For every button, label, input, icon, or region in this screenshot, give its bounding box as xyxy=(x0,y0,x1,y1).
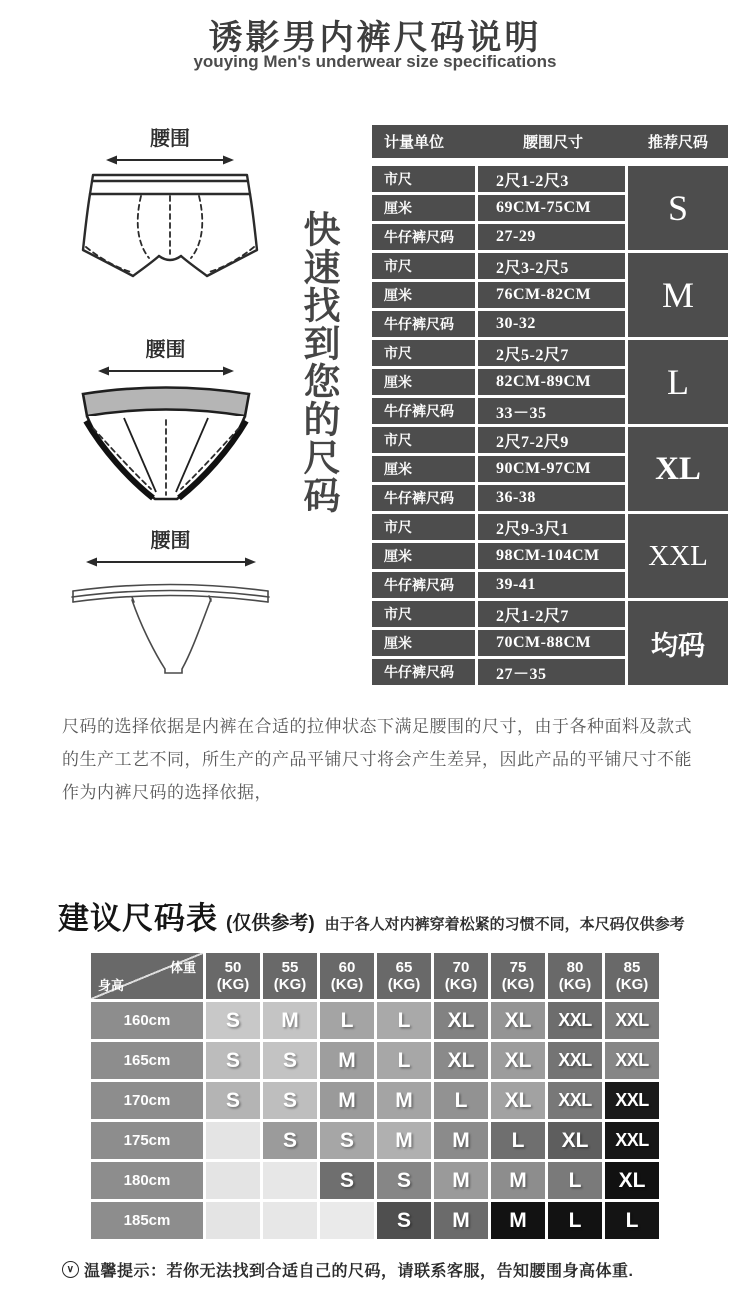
waist-value: 39-41 xyxy=(478,572,625,598)
size-cell: XXL xyxy=(548,1082,602,1119)
waist-value: 2尺9-3尺1 xyxy=(478,514,625,540)
size-cell: XL xyxy=(548,1122,602,1159)
suggestion-desc: 由于各人对内裤穿着松紧的习惯不同，本尺码仅供参考 xyxy=(324,916,685,933)
weight-value: 70 xyxy=(452,958,470,976)
recommended-size: XL xyxy=(628,427,728,511)
weight-unit: (KG) xyxy=(558,976,592,993)
size-cell: XXL xyxy=(548,1002,602,1039)
size-cell: S xyxy=(263,1122,317,1159)
height-row-header: 185cm xyxy=(91,1202,203,1239)
unit-label: 厘米 xyxy=(372,630,475,656)
matrix-corner-cell xyxy=(91,953,203,999)
size-cell: XL xyxy=(605,1162,659,1199)
weight-col-header xyxy=(263,953,317,999)
footer-note-text: 温馨提示：若你无法找到合适自己的尺码，请联系客服，告知腰围身高体重. xyxy=(84,1263,634,1280)
size-cell: L xyxy=(605,1202,659,1239)
suggestion-heading-row xyxy=(58,893,718,938)
size-cell: L xyxy=(491,1122,545,1159)
weight-value: 65 xyxy=(395,958,413,976)
size-cell: L xyxy=(548,1202,602,1239)
chevron-down-circle-icon: ∨ xyxy=(62,1261,79,1278)
matrix-header-row xyxy=(91,953,659,999)
unit-label: 厘米 xyxy=(372,456,475,482)
size-cell: L xyxy=(377,1002,431,1039)
unit-label: 厘米 xyxy=(372,195,475,221)
weight-value: 85 xyxy=(623,958,641,976)
size-cell: M xyxy=(434,1202,488,1239)
recommended-size: L xyxy=(628,340,728,424)
size-cell: L xyxy=(434,1082,488,1119)
waist-value: 69CM-75CM xyxy=(478,195,625,221)
waist-label: 腰围 xyxy=(150,530,191,552)
weight-col-header xyxy=(320,953,374,999)
size-group-XXL xyxy=(372,514,728,598)
waist-value: 82CM-89CM xyxy=(478,369,625,395)
unit-label: 市尺 xyxy=(372,340,475,366)
height-row-header: 165cm xyxy=(91,1042,203,1079)
waist-value: 27－35 xyxy=(478,659,625,685)
page-title: 诱影男内裤尺码说明 xyxy=(208,19,542,57)
matrix-row xyxy=(91,1042,659,1079)
size-group-XL xyxy=(372,427,728,511)
unit-label: 市尺 xyxy=(372,601,475,627)
col-header-unit: 计量单位 xyxy=(384,134,445,151)
empty-cell xyxy=(320,1202,374,1239)
matrix-row xyxy=(91,1082,659,1119)
waist-label: 腰围 xyxy=(145,339,186,361)
size-cell: M xyxy=(320,1042,374,1079)
waist-value: 36-38 xyxy=(478,485,625,511)
waist-label: 腰围 xyxy=(150,128,190,150)
recommended-size: S xyxy=(628,166,728,250)
unit-label: 厘米 xyxy=(372,543,475,569)
size-cell: M xyxy=(434,1122,488,1159)
size-cell: L xyxy=(377,1042,431,1079)
empty-cell xyxy=(206,1122,260,1159)
size-cell: XL xyxy=(491,1082,545,1119)
size-cell: XL xyxy=(434,1002,488,1039)
waist-value: 98CM-104CM xyxy=(478,543,625,569)
size-cell: L xyxy=(320,1002,374,1039)
matrix-row xyxy=(91,1202,659,1239)
page-subtitle: youying Men's underwear size specifications xyxy=(193,52,557,71)
boxer-briefs-drawing xyxy=(81,167,259,297)
weight-col-header xyxy=(206,953,260,999)
empty-cell xyxy=(263,1162,317,1199)
size-spec-table xyxy=(372,125,728,688)
weight-unit: (KG) xyxy=(501,976,535,993)
weight-value: 75 xyxy=(509,958,527,976)
matrix-body xyxy=(91,1002,659,1239)
size-cell: XL xyxy=(491,1002,545,1039)
size-cell: XXL xyxy=(548,1042,602,1079)
unit-label: 厘米 xyxy=(372,369,475,395)
weight-col-header xyxy=(491,953,545,999)
size-cell: XXL xyxy=(605,1002,659,1039)
size-group-M xyxy=(372,253,728,337)
size-spec-table-header xyxy=(372,125,728,158)
unit-label: 市尺 xyxy=(372,253,475,279)
unit-label: 牛仔裤尺码 xyxy=(372,572,475,598)
size-cell: S xyxy=(320,1162,374,1199)
size-cell: M xyxy=(263,1002,317,1039)
weight-unit: (KG) xyxy=(387,976,421,993)
matrix-row xyxy=(91,1122,659,1159)
size-cell: M xyxy=(377,1082,431,1119)
waist-arrow-icon xyxy=(106,153,234,167)
matrix-row xyxy=(91,1162,659,1199)
waist-value: 76CM-82CM xyxy=(478,282,625,308)
size-group-S xyxy=(372,166,728,250)
waist-arrow-icon xyxy=(98,364,234,378)
weight-col-header xyxy=(377,953,431,999)
corner-height-label: 身高 xyxy=(98,978,125,993)
suggestion-note: (仅供参考) xyxy=(226,913,315,934)
size-cell: M xyxy=(377,1122,431,1159)
unit-label: 厘米 xyxy=(372,282,475,308)
briefs-drawing xyxy=(71,378,261,510)
weight-unit: (KG) xyxy=(330,976,364,993)
unit-label: 牛仔裤尺码 xyxy=(372,398,475,424)
size-cell: XL xyxy=(434,1042,488,1079)
size-cell: S xyxy=(206,1042,260,1079)
height-row-header: 160cm xyxy=(91,1002,203,1039)
recommended-size: M xyxy=(628,253,728,337)
recommended-size: XXL xyxy=(628,514,728,598)
size-table-body xyxy=(372,166,728,685)
corner-weight-label: 体重 xyxy=(169,960,196,975)
size-cell: S xyxy=(206,1082,260,1119)
unit-label: 市尺 xyxy=(372,514,475,540)
slogan-vertical-text: 快速找到您的尺码 xyxy=(297,210,338,514)
size-cell: L xyxy=(548,1162,602,1199)
size-cell: M xyxy=(320,1082,374,1119)
size-cell: S xyxy=(320,1122,374,1159)
waist-value: 90CM-97CM xyxy=(478,456,625,482)
empty-cell xyxy=(206,1162,260,1199)
size-cell: XXL xyxy=(605,1082,659,1119)
size-cell: XXL xyxy=(605,1122,659,1159)
size-cell: S xyxy=(206,1002,260,1039)
empty-cell xyxy=(263,1202,317,1239)
size-cell: M xyxy=(491,1202,545,1239)
diagram-boxer-briefs xyxy=(75,122,265,297)
size-cell: S xyxy=(377,1162,431,1199)
waist-value: 30-32 xyxy=(478,311,625,337)
weight-col-header xyxy=(605,953,659,999)
size-cell: M xyxy=(434,1162,488,1199)
weight-unit: (KG) xyxy=(216,976,250,993)
recommended-size: 均码 xyxy=(628,601,728,685)
size-cell: M xyxy=(491,1162,545,1199)
unit-label: 市尺 xyxy=(372,166,475,192)
unit-label: 牛仔裤尺码 xyxy=(372,659,475,685)
size-cell: S xyxy=(263,1082,317,1119)
diagram-thong xyxy=(68,524,273,691)
col-header-size: 推荐尺码 xyxy=(647,134,708,151)
suggestion-size-matrix xyxy=(88,950,662,1242)
height-row-header: 180cm xyxy=(91,1162,203,1199)
matrix-row xyxy=(91,1002,659,1039)
unit-label: 市尺 xyxy=(372,427,475,453)
weight-unit: (KG) xyxy=(444,976,478,993)
weight-unit: (KG) xyxy=(273,976,307,993)
suggestion-title: 建议尺码表 xyxy=(58,901,218,936)
waist-value: 2尺1-2尺7 xyxy=(478,601,625,627)
waist-value: 2尺7-2尺9 xyxy=(478,427,625,453)
unit-label: 牛仔裤尺码 xyxy=(372,311,475,337)
footer-note xyxy=(62,1258,633,1281)
size-cell: S xyxy=(377,1202,431,1239)
waist-value: 27-29 xyxy=(478,224,625,250)
waist-arrow-icon xyxy=(86,555,256,569)
waist-value: 2尺5-2尺7 xyxy=(478,340,625,366)
weight-value: 55 xyxy=(281,958,299,976)
weight-value: 80 xyxy=(566,958,584,976)
weight-value: 50 xyxy=(224,958,242,976)
weight-unit: (KG) xyxy=(615,976,649,993)
waist-value: 2尺1-2尺3 xyxy=(478,166,625,192)
size-selection-note: 尺码的选择依据是内裤在合适的拉伸状态下满足腰围的尺寸，由于各种面料及款式的生产工艺不同，所生产的产品平铺尺寸将会产生差异，因此产品的平铺尺寸不能作为内裤尺码的选择依据， xyxy=(62,717,692,803)
waist-value: 70CM-88CM xyxy=(478,630,625,656)
weight-col-header xyxy=(548,953,602,999)
diagram-briefs xyxy=(68,333,263,510)
unit-label: 牛仔裤尺码 xyxy=(372,485,475,511)
size-cell: S xyxy=(263,1042,317,1079)
empty-cell xyxy=(206,1202,260,1239)
unit-label: 牛仔裤尺码 xyxy=(372,224,475,250)
waist-value: 33－35 xyxy=(478,398,625,424)
size-group-L xyxy=(372,340,728,424)
height-row-header: 170cm xyxy=(91,1082,203,1119)
size-cell: XXL xyxy=(605,1042,659,1079)
size-group-均码 xyxy=(372,601,728,685)
height-row-header: 175cm xyxy=(91,1122,203,1159)
weight-value: 60 xyxy=(338,958,356,976)
waist-value: 2尺3-2尺5 xyxy=(478,253,625,279)
size-cell: XL xyxy=(491,1042,545,1079)
weight-col-header xyxy=(434,953,488,999)
col-header-waist: 腰围尺寸 xyxy=(522,134,583,151)
thong-drawing xyxy=(68,569,273,691)
